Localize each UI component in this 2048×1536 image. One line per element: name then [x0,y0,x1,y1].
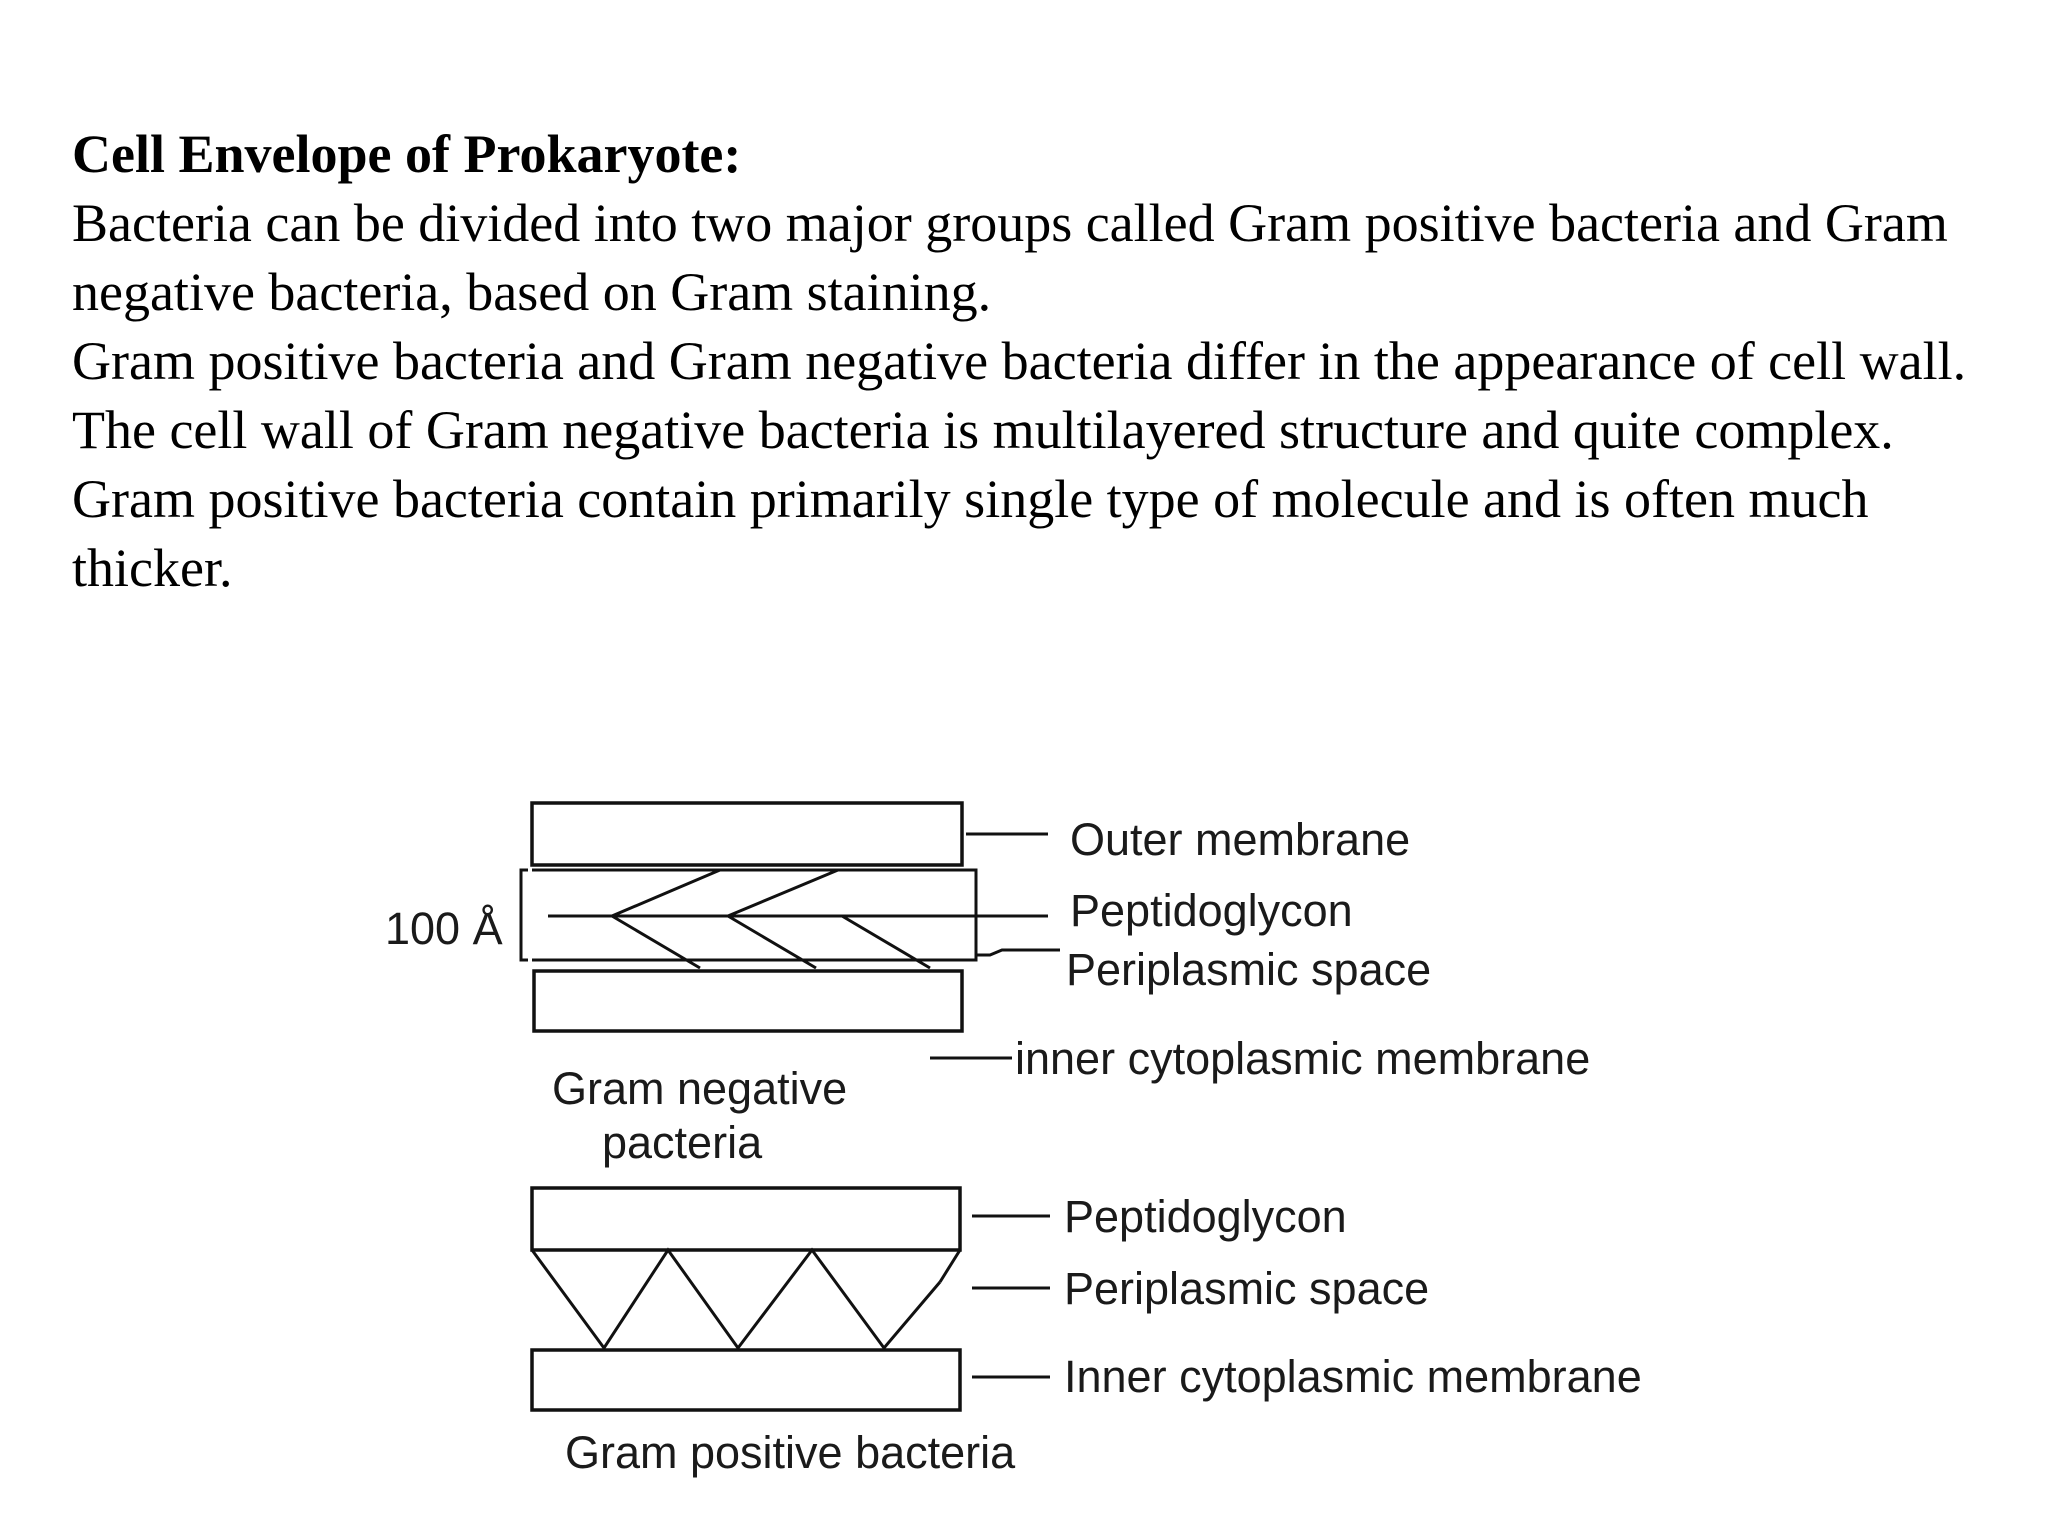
gram-positive-diagram [532,1188,1642,1478]
gram-negative-caption: Gram negative [552,1063,848,1114]
periplasmic-space-label: Periplasmic space [1066,944,1432,995]
periplasm-edge-line [940,1250,960,1282]
inner-membrane-label: Inner cytoplasmic membrane [1064,1351,1642,1402]
peptidoglycon-label: Peptidoglycon [1064,1191,1347,1242]
peptidoglycon-zigzag [728,870,838,968]
gram-positive-caption: Gram positive bacteria [565,1427,1016,1478]
inner-membrane-layer [532,1350,960,1410]
paragraph-gram-groups: Bacteria can be divided into two major groups called Gram positive bacteria and Gram negative bacteria, based on Gram staining. [72,193,1948,322]
gram-negative-caption-line2: pacteria [602,1117,763,1168]
outer-membrane-label: Outer membrane [1070,814,1411,865]
periplasmic-space-zigzag [532,1250,940,1348]
peptidoglycon-layer [532,1188,960,1250]
periplasmic-space-label: Periplasmic space [1064,1263,1430,1314]
scale-bracket [521,870,528,960]
peptidoglycon-label: Peptidoglycon [1070,885,1353,936]
inner-membrane-label: inner cytoplasmic membrane [1015,1033,1591,1084]
scale-label: 100 Å [385,903,503,954]
paragraph-cell-wall-difference: Gram positive bacteria and Gram negative bacteria differ in the appearance of cell wall. [72,331,1967,391]
document-heading: Cell Envelope of Prokaryote: [72,124,742,184]
gram-negative-diagram [385,803,1590,1168]
paragraph-gram-positive-wall: Gram positive bacteria contain primarily single type of molecule and is often much thicker. [72,469,1869,598]
peptidoglycon-zigzag [612,870,720,968]
inner-membrane-layer [534,971,962,1031]
periplasmic-space-leader [976,950,1060,955]
paragraph-gram-negative-wall: The cell wall of Gram negative bacteria is multilayered structure and quite complex. [72,400,1894,460]
outer-membrane-layer [532,803,962,865]
